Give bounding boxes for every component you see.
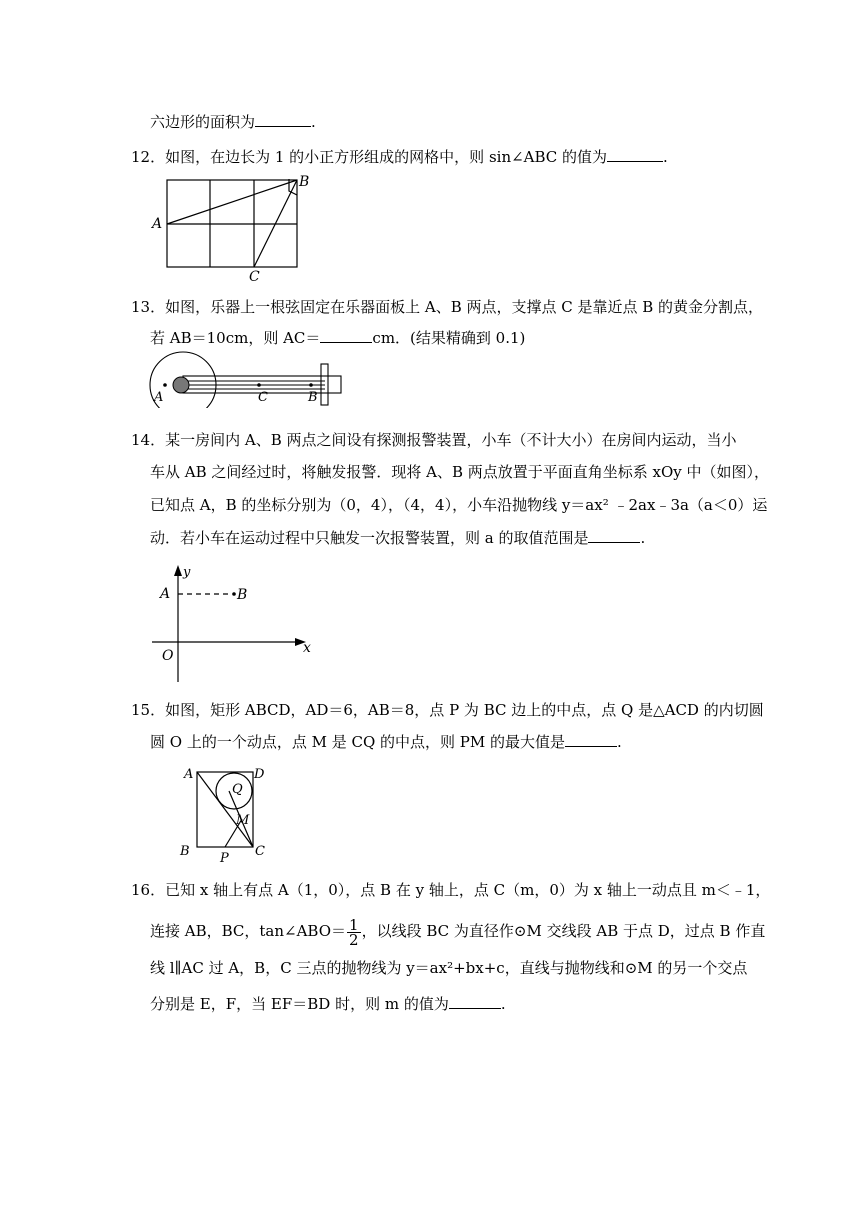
question-number: 12． (131, 148, 166, 166)
label-D: D (254, 767, 265, 782)
q11-line: 六边形的面积为 . (150, 113, 316, 131)
q15-rectangle-figure (176, 762, 276, 867)
label-A: A (154, 390, 164, 405)
label-B: B (180, 844, 190, 859)
q12-text: 如图，在边长为 1 的小正方形组成的网格中，则 sin∠ABC 的值为 (165, 148, 608, 166)
question-number: 14． (131, 431, 166, 449)
q13-line1: 13．如图，乐器上一根弦固定在乐器面板上 A、B 两点，支撑点 C 是靠近点 B 的黄金分割点， (131, 298, 764, 316)
answer-blank (565, 746, 617, 747)
label-C: C (255, 844, 265, 859)
q16-line1: 16．已知 x 轴上有点 A（1，0），点 B 在 y 轴上，点 C（m，0）为 x 轴上一动点且 m＜﹣1， (131, 881, 771, 899)
answer-blank (449, 1008, 501, 1009)
q15-line1: 15．如图，矩形 ABCD，AD＝6，AB＝8，点 P 为 BC 边上的中点，点 Q 是△ACD 的内切圆 (131, 701, 764, 719)
label-B: B (237, 587, 248, 603)
label-C: C (249, 269, 260, 285)
q14-line2: 车从 AB 之间经过时，将触发报警．现将 A、B 两点放置于平面直角坐标系 xOy 中（如图）， (150, 463, 770, 481)
q14-line3: 已知点 A，B 的坐标分别为（0，4），（4，4），小车沿抛物线 y＝ax² ﹣2ax﹣3a（a＜0）运 (150, 496, 768, 514)
q16-line3: 线 l∥AC 过 A，B，C 三点的抛物线为 y＝ax²+bx+c，直线与抛物线和⊙M 的另一个交点 (150, 959, 748, 977)
answer-blank (320, 342, 372, 343)
q14-coordinate-figure (150, 562, 320, 687)
answer-blank (255, 126, 311, 127)
label-P: P (220, 851, 229, 866)
question-number: 15． (131, 701, 166, 719)
answer-blank (607, 161, 663, 162)
label-B: B (299, 174, 310, 190)
question-number: 16． (131, 881, 166, 899)
label-Q: Q (232, 782, 243, 797)
label-A: A (160, 586, 171, 602)
q12-grid-figure (148, 170, 318, 285)
q14-line4: 动．若小车在运动过程中只触发一次报警装置，则 a 的取值范围是 . (150, 529, 646, 547)
q13-line2: 若 AB＝10cm，则 AC＝ cm．(结果精确到 0.1) (150, 329, 526, 347)
label-B: B (308, 390, 318, 405)
q14-line1: 14．某一房间内 A、B 两点之间设有探测报警装置，小车（不计大小）在房间内运动，当小 (131, 431, 737, 449)
question-number: 13． (131, 298, 166, 316)
label-A: A (152, 216, 163, 232)
q13-instrument-figure (145, 348, 350, 408)
label-C: C (258, 390, 268, 405)
answer-blank (588, 542, 640, 543)
q16-line4: 分别是 E，F，当 EF＝BD 时，则 m 的值为 . (150, 995, 506, 1013)
label-O: O (162, 648, 174, 664)
q11-text: 六边形的面积为 (150, 113, 256, 131)
axis-x-label: x (303, 640, 311, 656)
label-M: M (236, 813, 250, 828)
axis-y-label: y (183, 565, 191, 580)
q15-line2: 圆 O 上的一个动点，点 M 是 CQ 的中点，则 PM 的最大值是 . (150, 733, 622, 751)
label-A: A (184, 767, 194, 782)
fraction: $\frac{1}{2}$ (349, 915, 359, 949)
q16-line2: 连接 AB，BC，tan∠ABO＝ $\frac{1}{2}$ ，以线段 BC 为直径作⊙M 交线段 AB 于点 D，过点 B 作直 (150, 915, 766, 949)
q12-line: 12．如图，在边长为 1 的小正方形组成的网格中，则 sin∠ABC 的值为 . (131, 148, 668, 166)
